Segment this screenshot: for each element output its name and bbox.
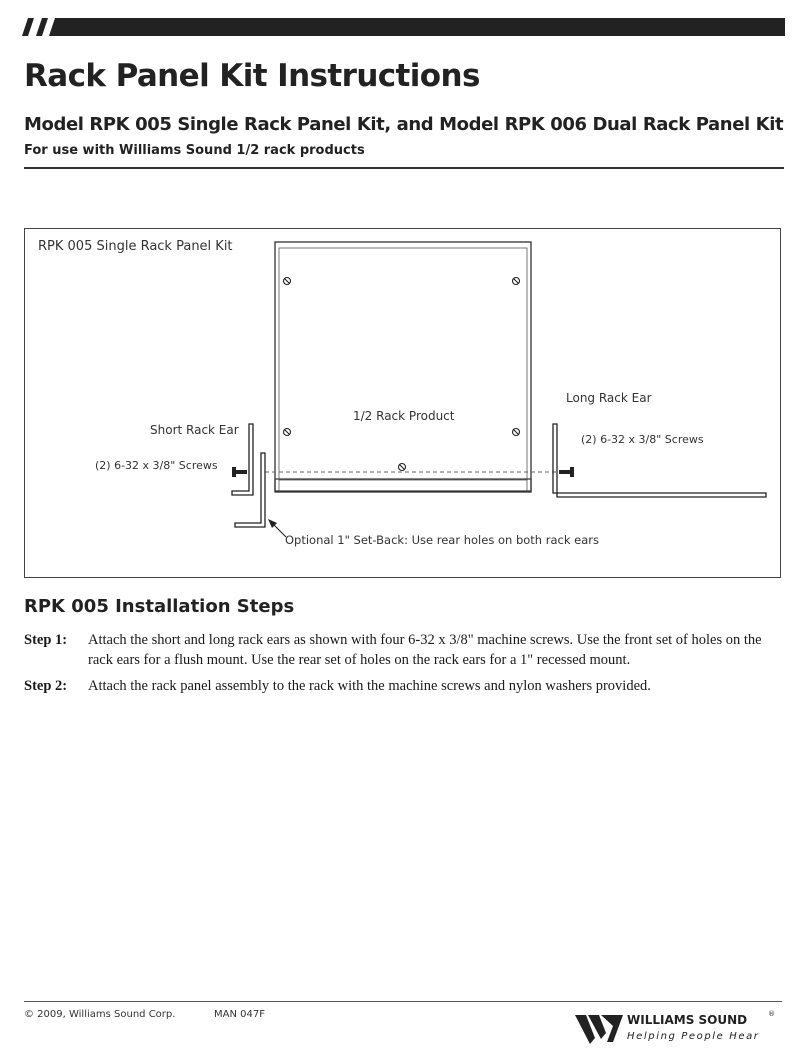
- rack-product-inner: [279, 248, 527, 480]
- copyright: © 2009, Williams Sound Corp.: [24, 1009, 176, 1020]
- diagram-drawing: [25, 229, 782, 579]
- figure-caption: RPK 005 Single Rack Panel Kit: [38, 239, 233, 254]
- long-ear-label: Long Rack Ear: [566, 391, 652, 405]
- step-1: [24, 630, 784, 670]
- header-divider: [24, 167, 784, 169]
- right-screw-icon: [559, 467, 574, 477]
- header-stripe-bar: [22, 18, 785, 36]
- compatibility-note: For use with Williams Sound 1/2 rack products: [24, 143, 365, 158]
- short-rack-ear-setback: [235, 453, 265, 527]
- left-screws-label: (2) 6-32 x 3/8" Screws: [95, 459, 218, 472]
- footer-divider: [24, 1001, 782, 1002]
- rack-panel-diagram: [24, 228, 781, 578]
- williams-sound-logo-icon: [575, 1012, 625, 1052]
- step-2: [24, 676, 784, 696]
- short-ear-label: Short Rack Ear: [150, 423, 239, 437]
- installation-steps-heading: RPK 005 Installation Steps: [24, 596, 295, 617]
- product-label: 1/2 Rack Product: [353, 409, 455, 423]
- page-title: Rack Panel Kit Instructions: [24, 58, 480, 94]
- step-label: Step 1:: [24, 632, 68, 648]
- rack-panel-plate: [275, 479, 531, 491]
- left-screw-icon: [232, 467, 247, 477]
- registered-mark: ®: [768, 1010, 775, 1018]
- step-text: Attach the short and long rack ears as shown with four 6-32 x 3/8" machine screws. Use the front set of holes on the rack ears for a flush mount. Use the rear set of holes on the rack ears for a 1" recessed mount.: [88, 632, 762, 668]
- document-number: MAN 047F: [214, 1009, 265, 1020]
- setback-label: Optional 1" Set-Back: Use rear holes on both rack ears: [285, 533, 599, 547]
- step-label: Step 2:: [24, 678, 68, 694]
- brand-tagline: Helping People Hear: [627, 1031, 760, 1042]
- step-text: Attach the rack panel assembly to the rack with the machine screws and nylon washers provided.: [88, 678, 651, 694]
- page-subtitle: Model RPK 005 Single Rack Panel Kit, and Model RPK 006 Dual Rack Panel Kit: [24, 114, 784, 135]
- product-screw-icon: [284, 278, 520, 471]
- rack-product-outline: [275, 242, 531, 492]
- brand-name: WILLIAMS SOUND: [627, 1013, 748, 1027]
- right-screws-label: (2) 6-32 x 3/8" Screws: [581, 433, 704, 446]
